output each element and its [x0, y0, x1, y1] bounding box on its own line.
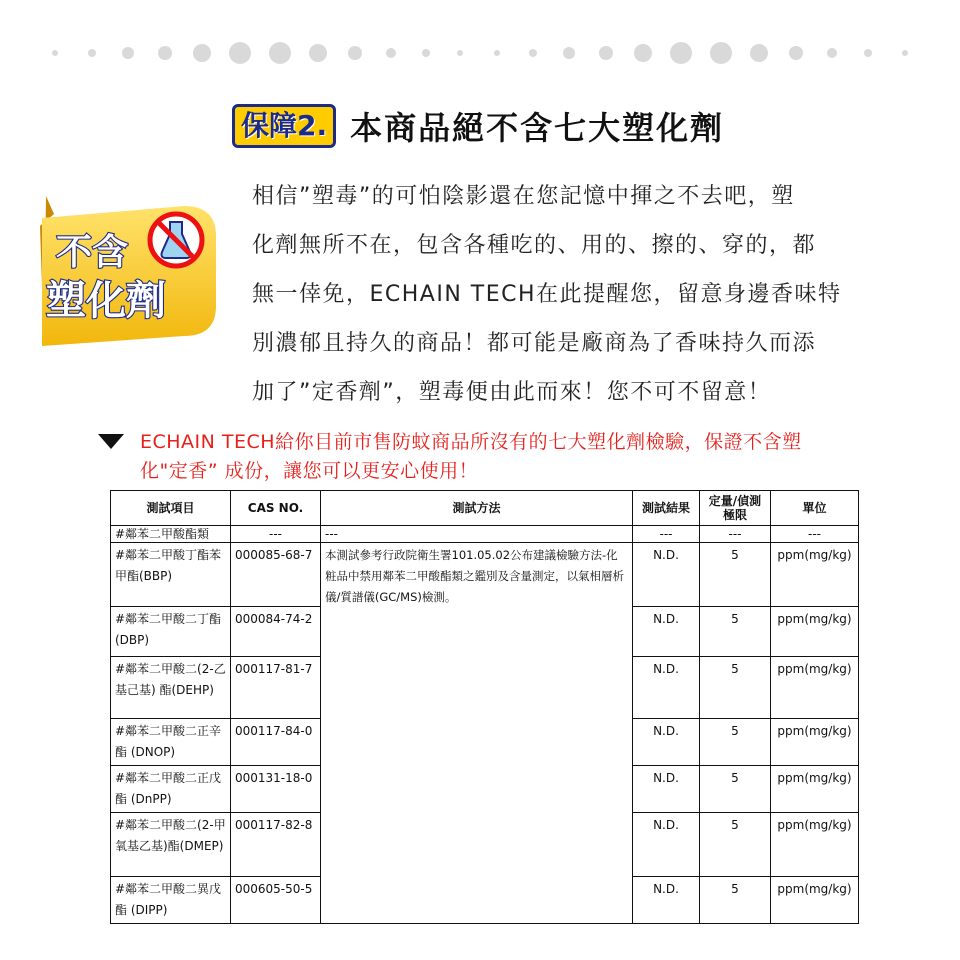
section-heading [232, 100, 724, 152]
group-item: #鄰苯二甲酸酯類 [111, 526, 231, 543]
limit-cell: 5 [700, 766, 771, 813]
test-results-table [110, 490, 859, 924]
result-cell: N.D. [633, 766, 700, 813]
cas-cell: 000605-50-5 [231, 877, 321, 924]
cas-cell: 000117-81-7 [231, 657, 321, 719]
item-cell: #鄰苯二甲酸二正戊酯 (DnPP) [111, 766, 231, 813]
unit-cell: ppm(mg/kg) [771, 719, 859, 766]
limit-cell: 5 [700, 813, 771, 877]
decorative-dot-row [0, 38, 960, 68]
guarantee-tag: 保障2. [232, 104, 336, 148]
no-flask-icon [150, 214, 202, 266]
intro-line: 化劑無所不在，包含各種吃的、用的、擦的、穿的，都 [252, 233, 817, 258]
header-unit: 單位 [771, 491, 859, 526]
notice-line: ECHAIN TECH給你目前市售防蚊商品所沒有的七大塑化劑檢驗，保證不含塑 [140, 431, 802, 453]
limit-cell: 5 [700, 877, 771, 924]
intro-line: 無一倖免，ECHAIN TECH在此提醒您，留意身邊香味特 [252, 282, 842, 307]
header-detection-limit [700, 491, 771, 526]
notice-line: 化"定香” 成份，讓您可以更安心使用！ [140, 460, 479, 482]
header-limit-line: 定量/偵測 [708, 494, 762, 508]
method-cell: 本測試參考行政院衛生署101.05.02公布建議檢驗方法-化粧品中禁用鄰苯二甲酸酯類之鑑別及含量測定，以氣相層析儀/質譜儀(GC/MS)檢測。 [321, 543, 633, 924]
item-cell: #鄰苯二甲酸二(2-甲氧基乙基)酯(DMEP) [111, 813, 231, 877]
result-cell: N.D. [633, 813, 700, 877]
unit-cell: ppm(mg/kg) [771, 813, 859, 877]
table-cell: --- [231, 526, 321, 543]
table-cell: --- [633, 526, 700, 543]
unit-cell: ppm(mg/kg) [771, 766, 859, 813]
no-plasticizer-badge [34, 196, 216, 356]
intro-line: 相信”塑毒”的可怕陰影還在您記憶中揮之不去吧，塑 [252, 184, 795, 209]
intro-line: 加了”定香劑”，塑毒便由此而來！您不可不留意！ [252, 380, 772, 405]
unit-cell: ppm(mg/kg) [771, 877, 859, 924]
header-test-method: 測試方法 [321, 491, 633, 526]
item-cell: #鄰苯二甲酸二正辛酯 (DNOP) [111, 719, 231, 766]
cas-cell: 000117-82-8 [231, 813, 321, 877]
item-cell: #鄰苯二甲酸二異戊酯 (DIPP) [111, 877, 231, 924]
cas-cell: 000117-84-0 [231, 719, 321, 766]
unit-cell: ppm(mg/kg) [771, 607, 859, 657]
intro-line: 別濃郁且持久的商品！都可能是廠商為了香味持久而添 [252, 331, 817, 356]
unit-cell: ppm(mg/kg) [771, 543, 859, 607]
down-arrow-icon [98, 434, 124, 449]
limit-cell: 5 [700, 657, 771, 719]
badge-line-2: 塑化劑 [46, 278, 166, 324]
cas-cell: 000131-18-0 [231, 766, 321, 813]
limit-cell: 5 [700, 607, 771, 657]
unit-cell: ppm(mg/kg) [771, 657, 859, 719]
table-cell: --- [700, 526, 771, 543]
item-cell: #鄰苯二甲酸丁酯苯甲酯(BBP) [111, 543, 231, 607]
result-cell: N.D. [633, 543, 700, 607]
table-cell: --- [321, 526, 633, 543]
result-cell: N.D. [633, 657, 700, 719]
section-title: 本商品絕不含七大塑化劑 [350, 109, 725, 147]
header-limit-line: 極限 [722, 508, 747, 522]
badge-line-1: 不含 [56, 232, 129, 273]
item-cell: #鄰苯二甲酸二丁酯 (DBP) [111, 607, 231, 657]
result-cell: N.D. [633, 607, 700, 657]
table-cell: --- [771, 526, 859, 543]
result-cell: N.D. [633, 719, 700, 766]
intro-paragraph [252, 172, 902, 417]
result-cell: N.D. [633, 877, 700, 924]
header-test-item: 測試項目 [111, 491, 231, 526]
header-test-result: 測試結果 [633, 491, 700, 526]
cas-cell: 000084-74-2 [231, 607, 321, 657]
header-cas-no: CAS NO. [231, 491, 321, 526]
table-row [111, 543, 859, 607]
table-group-row [111, 526, 859, 543]
cas-cell: 000085-68-7 [231, 543, 321, 607]
item-cell: #鄰苯二甲酸二(2-乙基己基) 酯(DEHP) [111, 657, 231, 719]
limit-cell: 5 [700, 543, 771, 607]
test-notice [98, 428, 918, 486]
table-header-row [111, 491, 859, 526]
limit-cell: 5 [700, 719, 771, 766]
